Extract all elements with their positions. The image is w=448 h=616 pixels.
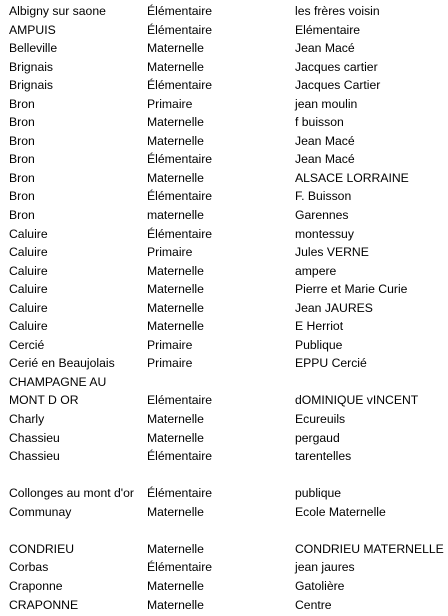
city-cell: Albigny sur saone (9, 4, 106, 18)
table-row (0, 447, 448, 466)
school-name-cell: E Herriot (295, 319, 344, 334)
table-row (0, 521, 448, 558)
school-name-cell: Jean Macé (295, 152, 355, 167)
school-name-cell: Jules VERNE (295, 245, 369, 260)
city-cell: Charly (9, 412, 45, 427)
city-cell: Caluire (9, 300, 48, 315)
school-type-cell: Élémentaire (147, 486, 213, 501)
table-row (0, 354, 448, 373)
table-row (0, 577, 448, 596)
table-row (0, 243, 448, 262)
school-type-cell: Élémentaire (147, 152, 213, 167)
school-type-cell: Primaire (147, 96, 193, 111)
table-row (0, 503, 448, 522)
school-name-cell: CONDRIEU MATERNELLE (295, 541, 444, 556)
school-type-cell: Élémentaire (147, 560, 213, 575)
city-cell: Collonges au mont d'or (9, 486, 134, 501)
table-row (0, 373, 448, 410)
table-row (0, 558, 448, 577)
city-cell: Bron (9, 170, 35, 185)
school-type-cell: Maternelle (147, 578, 204, 593)
table-row (0, 113, 448, 132)
school-type-cell: Maternelle (147, 263, 204, 278)
city-cell: Communay (9, 504, 72, 519)
school-type-cell: Maternelle (147, 59, 204, 74)
school-name-cell: EPPU Cercié (295, 356, 367, 371)
school-name-cell: dOMINIQUE vINCENT (295, 393, 419, 408)
school-type-cell: Maternelle (147, 412, 204, 427)
table-row (0, 76, 448, 95)
table-row (0, 39, 448, 58)
table-row (0, 429, 448, 448)
school-type-cell: Maternelle (147, 133, 204, 148)
table-row (0, 21, 448, 40)
school-type-cell: Maternelle (147, 319, 204, 334)
school-name-cell: f buisson (295, 115, 344, 130)
table-row (0, 58, 448, 77)
school-type-cell: Maternelle (147, 300, 204, 315)
school-type-cell: Élémentaire (147, 22, 213, 37)
school-name-cell: Ecole Maternelle (295, 504, 386, 519)
school-name-cell: ALSACE LORRAINE (295, 170, 409, 185)
city-cell: Cercié (9, 337, 45, 352)
school-name-cell: Garennes (295, 208, 349, 223)
school-type-cell: Maternelle (147, 541, 204, 556)
school-type-cell: maternelle (147, 208, 204, 223)
city-cell: Bron (9, 133, 35, 148)
school-name-cell: tarentelles (295, 449, 352, 464)
city-cell: Craponne (9, 578, 63, 593)
city-cell: CRAPONNE (9, 597, 79, 612)
school-name-cell: ampere (295, 263, 337, 278)
school-name-cell: montessuy (295, 226, 354, 241)
table-row (0, 225, 448, 244)
school-type-cell: Maternelle (147, 597, 204, 612)
city-cell: Caluire (9, 245, 48, 260)
school-name-cell: F. Buisson (295, 189, 352, 204)
school-name-cell: jean moulin (295, 96, 358, 111)
table-row (0, 280, 448, 299)
city-cell: Bron (9, 152, 35, 167)
school-type-cell: Maternelle (147, 430, 204, 445)
school-type-cell: Elémentaire (147, 393, 213, 408)
school-name-cell: Jacques Cartier (295, 78, 381, 93)
school-name-cell: Gatolière (295, 578, 345, 593)
table-row (0, 466, 448, 503)
city-cell: Chassieu (9, 449, 60, 464)
school-type-cell: Élémentaire (147, 4, 213, 18)
school-type-cell: Élémentaire (147, 449, 213, 464)
school-type-cell: Maternelle (147, 41, 204, 56)
city-cell: Bron (9, 115, 35, 130)
school-type-cell: Maternelle (147, 282, 204, 297)
table-row (0, 336, 448, 355)
city-cell: Caluire (9, 282, 48, 297)
table-row (0, 150, 448, 169)
school-name-cell: les frères voisin (295, 4, 380, 18)
table-row (0, 410, 448, 429)
table-row (0, 206, 448, 225)
city-cell: CONDRIEU (9, 541, 75, 556)
city-cell: Brignais (9, 78, 54, 93)
city-cell: Caluire (9, 226, 48, 241)
table-row (0, 262, 448, 281)
school-name-cell: Jean Macé (295, 133, 355, 148)
table-row (0, 317, 448, 336)
school-type-cell: Primaire (147, 337, 193, 352)
city-cell: Bron (9, 208, 35, 223)
table-row (0, 95, 448, 114)
school-type-cell: Maternelle (147, 504, 204, 519)
school-name-cell: Pierre et Marie Curie (295, 282, 408, 297)
table-row (0, 132, 448, 151)
table-row (0, 299, 448, 318)
school-name-cell: jean jaures (295, 560, 355, 575)
city-cell: Bron (9, 96, 35, 111)
school-name-cell: Ecureuils (295, 412, 346, 427)
school-name-cell: Jacques cartier (295, 59, 378, 74)
school-type-cell: Élémentaire (147, 226, 213, 241)
city-cell: Brignais (9, 59, 54, 74)
school-type-cell: Maternelle (147, 115, 204, 130)
school-type-cell: Élémentaire (147, 78, 213, 93)
school-name-cell: Elémentaire (295, 22, 361, 37)
city-cell: Belleville (9, 41, 58, 56)
school-type-cell: Primaire (147, 356, 193, 371)
school-name-cell: Jean Macé (295, 41, 355, 56)
school-name-cell: Centre (295, 597, 332, 612)
city-cell: Cerié en Beaujolais (9, 356, 115, 371)
school-name-cell: Jean JAURES (295, 300, 373, 315)
table-row (0, 187, 448, 206)
city-cell: Chassieu (9, 430, 60, 445)
school-name-cell: Publique (295, 337, 343, 352)
city-cell: CHAMPAGNE AU MONT D OR (9, 374, 107, 408)
school-type-cell: Maternelle (147, 170, 204, 185)
school-type-cell: Primaire (147, 245, 193, 260)
city-cell: Caluire (9, 319, 48, 334)
city-cell: Corbas (9, 560, 49, 575)
table-row (0, 2, 448, 21)
table-row (0, 169, 448, 188)
table-row (0, 596, 448, 615)
school-name-cell: publique (295, 486, 342, 501)
school-name-cell: pergaud (295, 430, 340, 445)
city-cell: Bron (9, 189, 35, 204)
school-type-cell: Élémentaire (147, 189, 213, 204)
city-cell: AMPUIS (9, 22, 56, 37)
city-cell: Caluire (9, 263, 48, 278)
